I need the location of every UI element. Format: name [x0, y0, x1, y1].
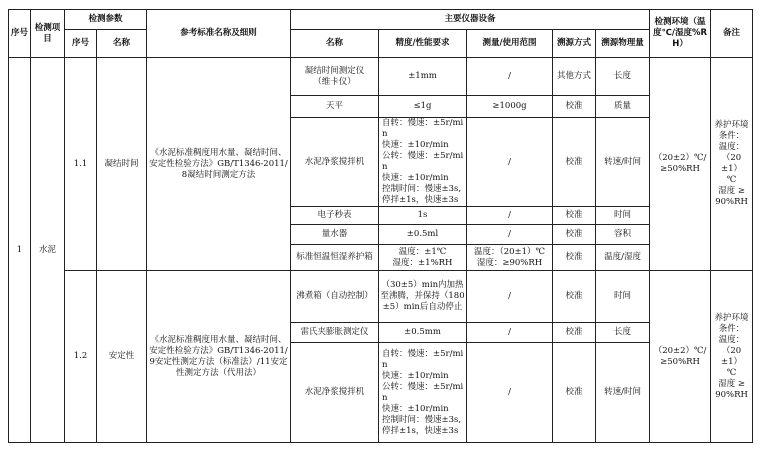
header-accuracy: 精度/性能要求 [379, 30, 467, 58]
equipment-name: 沸煮箱（自动控制） [291, 271, 379, 323]
inspection-table [8, 9, 753, 443]
equipment-name: 水泥净浆搅拌机 [291, 343, 379, 443]
header-param-seq: 序号 [65, 30, 97, 58]
equipment-accuracy: ±1mm [379, 58, 467, 96]
remark-cell: 养护环境 条件： 温度： （20±1） ℃ 湿度 ≥ 90%RH [711, 271, 753, 443]
trace-method: 校准 [553, 207, 596, 225]
trace-quantity: 长度 [596, 58, 650, 96]
equipment-range: / [467, 271, 553, 323]
param-name: 凝结时间 [97, 58, 147, 271]
header-equip-name: 名称 [291, 30, 379, 58]
trace-quantity: 温度/湿度 [596, 245, 650, 271]
header-item: 检测项目 [31, 10, 65, 58]
environment-cell: （20±2）℃/ ≥50%RH [650, 271, 711, 443]
equipment-name: 标准恒温恒湿养护箱 [291, 245, 379, 271]
trace-quantity: 时间 [596, 271, 650, 323]
standard-cell: 《水泥标准稠度用水量、凝结时间、安定性检验方法》GB/T1346-2011/9安定性测定方法（标准法）/11安定性测定方法（代用法） [147, 271, 291, 443]
header-seq: 序号 [9, 10, 31, 58]
table-row [9, 58, 753, 96]
trace-quantity: 长度 [596, 323, 650, 343]
header-range: 测量/使用范围 [467, 30, 553, 58]
item-name: 水泥 [31, 58, 65, 443]
equipment-range: / [467, 118, 553, 207]
standard-cell: 《水泥标准稠度用水量、凝结时间、安定性检验方法》GB/T1346-2011/8凝结时间测定方法 [147, 58, 291, 271]
trace-method: 校准 [553, 343, 596, 443]
param-name: 安定性 [97, 271, 147, 443]
header-trace-quantity: 溯源物理量 [596, 30, 650, 58]
table-row [9, 271, 753, 323]
header-trace-method: 溯源方式 [553, 30, 596, 58]
param-seq: 1.1 [65, 58, 97, 271]
equipment-accuracy: ≤1g [379, 96, 467, 118]
equipment-accuracy: 1s [379, 207, 467, 225]
equipment-name: 凝结时间测定仪 （维卡仪） [291, 58, 379, 96]
trace-method: 其他方式 [553, 58, 596, 96]
trace-method: 校准 [553, 245, 596, 271]
equipment-accuracy: 温度：±1℃ 湿度：±1%RH [379, 245, 467, 271]
equipment-range: / [467, 323, 553, 343]
remark-cell: 养护环境 条件： 温度： （20±1） ℃ 湿度 ≥ 90%RH [711, 58, 753, 271]
equipment-name: 雷氏夹膨胀测定仪 [291, 323, 379, 343]
equipment-accuracy: ±0.5ml [379, 225, 467, 245]
trace-quantity: 转速/时间 [596, 343, 650, 443]
equipment-accuracy: 自转：慢速：±5r/min 快速：±10r/min 公转：慢速：±5r/min 快速：±10r/min 控制时间：慢速±3s, 停拌±1s，快速±3s [379, 118, 467, 207]
equipment-name: 天平 [291, 96, 379, 118]
equipment-accuracy: 自转：慢速：±5r/min 快速：±10r/min 公转：慢速：±5r/min 快速：±10r/min 控制时间：慢速±3s, 停拌±1s，快速±3s [379, 343, 467, 443]
equipment-range: ≥1000g [467, 96, 553, 118]
equipment-name: 量水器 [291, 225, 379, 245]
header-standard: 参考标准名称及细则 [147, 10, 291, 58]
equipment-accuracy: （30±5）min内加热至沸腾，并保持（180±5）min后自动停止 [379, 271, 467, 323]
header-equip-group: 主要仪器设备 [291, 10, 650, 30]
equipment-name: 电子秒表 [291, 207, 379, 225]
header-param-name: 名称 [97, 30, 147, 58]
trace-method: 校准 [553, 323, 596, 343]
equipment-range: / [467, 225, 553, 245]
trace-quantity: 质量 [596, 96, 650, 118]
equipment-range: / [467, 58, 553, 96]
trace-quantity: 转速/时间 [596, 118, 650, 207]
header-param-group: 检测参数 [65, 10, 147, 30]
equipment-range: / [467, 343, 553, 443]
header-remark: 备注 [711, 10, 753, 58]
trace-quantity: 时间 [596, 207, 650, 225]
param-seq: 1.2 [65, 271, 97, 443]
equipment-range: / [467, 207, 553, 225]
trace-method: 校准 [553, 96, 596, 118]
environment-cell: （20±2）℃/ ≥50%RH [650, 58, 711, 271]
equipment-name: 水泥净浆搅拌机 [291, 118, 379, 207]
header-environment: 检测环境（温度℃/湿度%RH） [650, 10, 711, 58]
equipment-accuracy: ±0.5mm [379, 323, 467, 343]
trace-method: 校准 [553, 225, 596, 245]
equipment-range: 温度：（20±1）℃ 湿度：≥90%RH [467, 245, 553, 271]
trace-method: 校准 [553, 118, 596, 207]
item-seq: 1 [9, 58, 31, 443]
trace-method: 校准 [553, 271, 596, 323]
trace-quantity: 容积 [596, 225, 650, 245]
